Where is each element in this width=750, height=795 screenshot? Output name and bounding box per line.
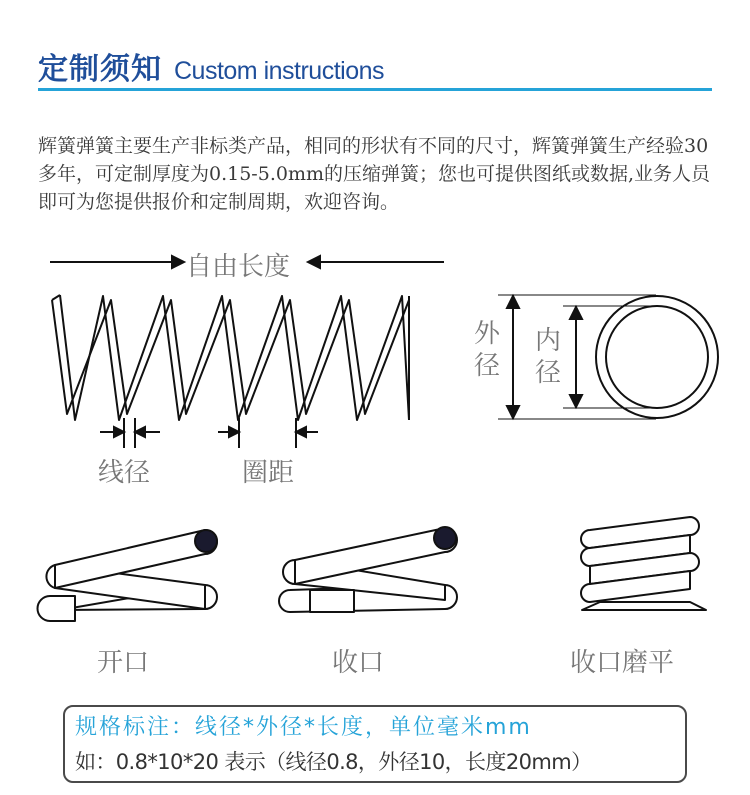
open-end-label: 开口 xyxy=(97,648,150,678)
open-end-spring xyxy=(38,530,218,621)
pitch-label: 圈距 xyxy=(242,458,295,488)
section-title-cn: 定制须知 xyxy=(38,52,162,87)
free-length-label: 自由长度 xyxy=(186,252,291,282)
pitch-markers xyxy=(218,418,318,448)
spring-side-view xyxy=(52,295,409,420)
intro-paragraph: 辉簧弹簧主要生产非标类产品，相同的形状有不同的尺寸，辉簧弹簧生产经验30多年，可定制厚度为0.15-5.0mm的压缩弹簧；您也可提供图纸或数据,业务人员即可为您提供报价和定制周期，欢迎咨询。 xyxy=(38,135,711,213)
wire-diameter-markers xyxy=(100,418,160,448)
wire-diameter-label: 线径 xyxy=(98,458,151,488)
section-title-en: Custom instructions xyxy=(174,57,385,85)
spring-end-view xyxy=(596,296,718,418)
closed-ground-end-spring xyxy=(581,517,706,610)
inner-diameter-dimension xyxy=(563,306,656,408)
inner-diameter-label: 内径 xyxy=(535,326,562,388)
spec-note-box xyxy=(63,705,687,783)
outer-diameter-label: 外径 xyxy=(474,319,501,381)
spec-format-line: 规格标注：线径*外径*长度，单位毫米mm xyxy=(75,715,532,740)
spec-example-line: 如：0.8*10*20 表示（线径0.8，外径10，长度20mm） xyxy=(75,750,592,774)
closed-ground-end-label: 收口磨平 xyxy=(570,648,675,678)
closed-end-label: 收口 xyxy=(332,648,385,678)
closed-end-spring xyxy=(279,527,457,612)
